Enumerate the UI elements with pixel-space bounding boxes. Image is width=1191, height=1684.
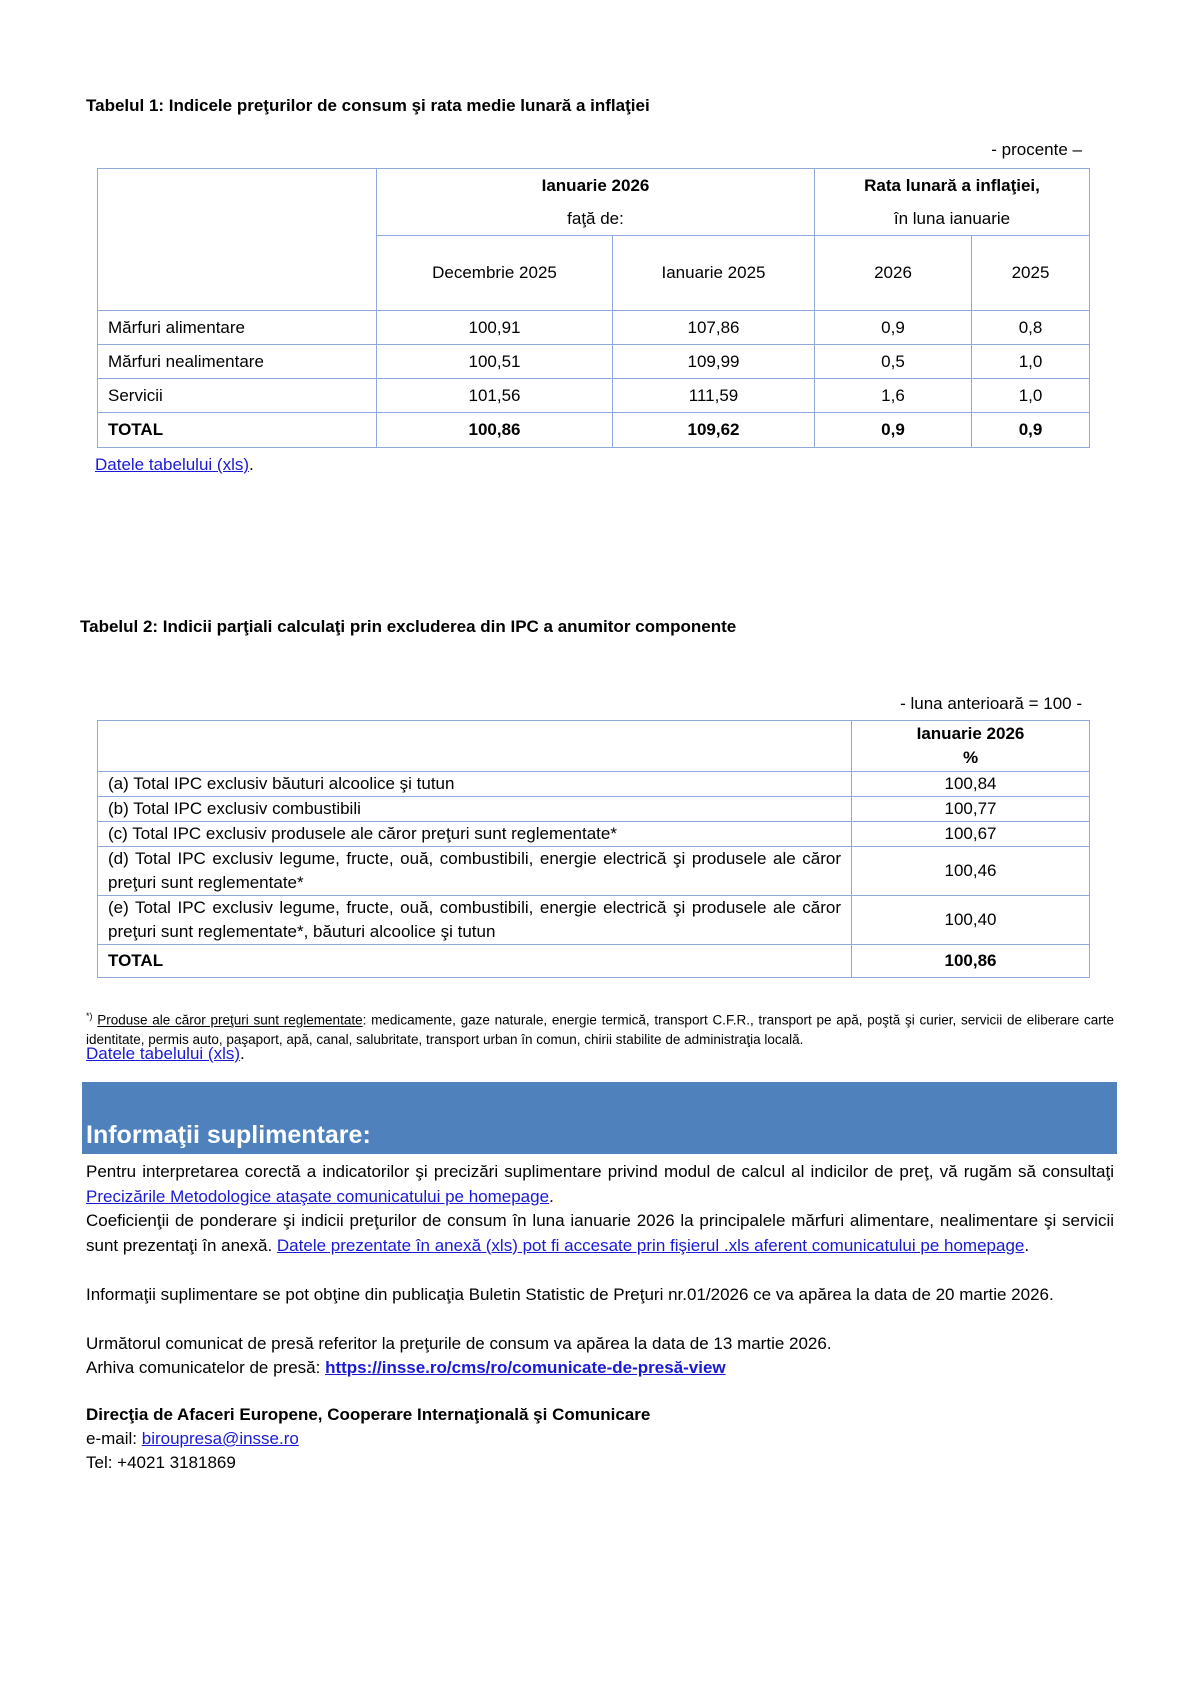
table-row [98,847,1090,896]
cell-value: 0,9 [815,413,972,448]
table2-header [852,721,1090,772]
row-label: (e) Total IPC exclusiv legume, fructe, ouă, combustibili, energie electrică şi produsele ale căror preţuri sunt reglementate*, băuturi alcoolice şi tutun [98,896,852,945]
table2-title: Tabelul 2: Indicii parţiali calculaţi prin excluderea din IPC a anumitor componente [80,617,737,636]
table-row [98,797,1090,822]
table1-col-header: Ianuarie 2025 [613,236,815,311]
table2-corner-cell [98,721,852,772]
info-banner [82,1082,1117,1154]
table2-unit: - luna anterioară = 100 - [900,694,1082,713]
cell-value: 100,40 [852,896,1090,945]
table1-total-row [98,413,1090,448]
footnote-term: Produse ale căror preţuri sunt reglementate [97,1012,363,1028]
table1 [97,168,1090,448]
row-label: (a) Total IPC exclusiv băuturi alcoolice şi tutun [98,772,852,797]
row-label: TOTAL [98,413,377,448]
table2 [97,720,1090,978]
email-link[interactable]: biroupresa@insse.ro [141,1429,299,1448]
table1-data-link[interactable]: Datele tabelului (xls) [95,455,250,474]
cell-value: 0,9 [815,311,972,345]
info-paragraph-3: Informaţii suplimentare se pot obţine din publicaţia Buletin Statistic de Preţuri nr.01/2026 ce va apărea la data de 20 martie 2026. [86,1285,1054,1304]
table1-unit: - procente – [991,140,1082,159]
footnote-mark: *) [86,1011,93,1021]
cell-value: 0,5 [815,345,972,379]
table1-group2-header [815,169,1090,236]
cell-value: 1,0 [972,345,1090,379]
cell-value: 100,51 [377,345,613,379]
cell-value: 107,86 [613,311,815,345]
row-label: (c) Total IPC exclusiv produsele ale căror preţuri sunt reglementate* [98,822,852,847]
cell-value: 0,9 [972,413,1090,448]
table1-group1-sub: faţă de: [567,209,624,228]
info-heading: Informaţii suplimentare: [86,1121,371,1149]
row-label: Mărfuri alimentare [98,311,377,345]
table-row [98,311,1090,345]
cell-value: 1,0 [972,379,1090,413]
info-p5-text: Arhiva comunicatelor de presă: [86,1358,326,1377]
cell-value: 100,91 [377,311,613,345]
info-p2-text: Coeficienţii de ponderare şi indicii preţurilor de consum în luna ianuarie 2026 la principalele mărfuri alimentare, nealimentare şi servicii sunt prezentaţi în anexă. [86,1211,1114,1255]
row-label: (b) Total IPC exclusiv combustibili [98,797,852,822]
cell-value: 100,46 [852,847,1090,896]
contact-email-line [86,1429,299,1449]
cell-value: 109,99 [613,345,815,379]
methodology-link[interactable]: Precizările Metodologice ataşate comunicatului pe homepage [86,1186,550,1206]
contact-tel: Tel: +4021 3181869 [86,1453,236,1472]
table2-data-link[interactable]: Datele tabelului (xls) [86,1044,241,1063]
cell-value: 1,6 [815,379,972,413]
table-row [98,345,1090,379]
email-label: e-mail: [86,1429,142,1448]
cell-value: 100,86 [377,413,613,448]
table2-total-row [98,945,1090,978]
cell-value: 100,86 [852,945,1090,978]
info-p1-text: Pentru interpretarea corectă a indicatorilor şi precizări suplimentare privind modul de calcul al indicilor de preţ, vă rugăm să consultaţi [86,1162,1114,1181]
table-row [98,772,1090,797]
archive-link[interactable]: https://insse.ro/cms/ro/comunicate-de-presă-view [325,1358,726,1377]
table2-link-line: Datele tabelului (xls). [86,1044,245,1063]
table1-group2-title: Rata lunară a inflaţiei, [864,176,1040,195]
cell-value: 100,84 [852,772,1090,797]
table1-link-line: Datele tabelului (xls). [95,455,254,474]
table1-group1-title: Ianuarie 2026 [541,176,650,195]
table-row [98,822,1090,847]
info-paragraph-4: Următorul comunicat de presă referitor la preţurile de consum va apărea la data de 13 martie 2026. [86,1334,832,1353]
table-row [98,896,1090,945]
table2-footnote [86,1007,1114,1049]
table-row [98,379,1090,413]
footnote-text: : medicamente, gaze naturale, energie termică, transport C.F.R., transport pe apă, poştă şi curier, servicii de eliberare carte identitate, permis auto, paşaport, apă, canal, salubritate, transport urban în comun, chirii stabilite de administraţia locală. [86,1012,1114,1047]
row-label: TOTAL [98,945,852,978]
info-paragraph-5 [86,1356,1114,1381]
cell-value: 109,62 [613,413,815,448]
row-label: Servicii [98,379,377,413]
cell-value: 100,67 [852,822,1090,847]
row-label: (d) Total IPC exclusiv legume, fructe, ouă, combustibili, energie electrică şi produsele ale căror preţuri sunt reglementate* [98,847,852,896]
table1-title: Tabelul 1: Indicele preţurilor de consum şi rata medie lunară a inflaţiei [86,96,650,115]
row-label: Mărfuri nealimentare [98,345,377,379]
table2-header-sub: % [962,748,979,767]
cell-value: 100,77 [852,797,1090,822]
table1-group2-sub: în luna ianuarie [893,209,1011,228]
info-paragraph-2: Coeficienţii de ponderare şi indicii preţurilor de consum în luna ianuarie 2026 la principalele mărfuri alimentare, nealimentare şi servicii sunt prezentaţi în anexă. Datele prezentate în anexă (xls) pot fi accesate prin fişierul .xls aferent comunicatului pe homepage. [86,1211,1114,1255]
table2-header-title: Ianuarie 2026 [916,724,1025,743]
cell-value: 0,8 [972,311,1090,345]
table1-corner-cell [98,169,377,311]
cell-value: 101,56 [377,379,613,413]
contact-department: Direcţia de Afaceri Europene, Cooperare Internaţională şi Comunicare [86,1405,651,1424]
info-paragraph-1: Pentru interpretarea corectă a indicatorilor şi precizări suplimentare privind modul de calcul al indicilor de preţ, vă rugăm să consultaţi Precizările Metodologice ataşate comunicatului pe homepage. [86,1162,1114,1206]
cell-value: 111,59 [613,379,815,413]
table1-col-header: 2026 [815,236,972,311]
table1-col-header: Decembrie 2025 [377,236,613,311]
table1-col-header: 2025 [972,236,1090,311]
table1-group1-header [377,169,815,236]
annex-link[interactable]: Datele prezentate în anexă (xls) pot fi accesate prin fişierul .xls aferent comunicatului pe homepage [276,1235,1025,1255]
